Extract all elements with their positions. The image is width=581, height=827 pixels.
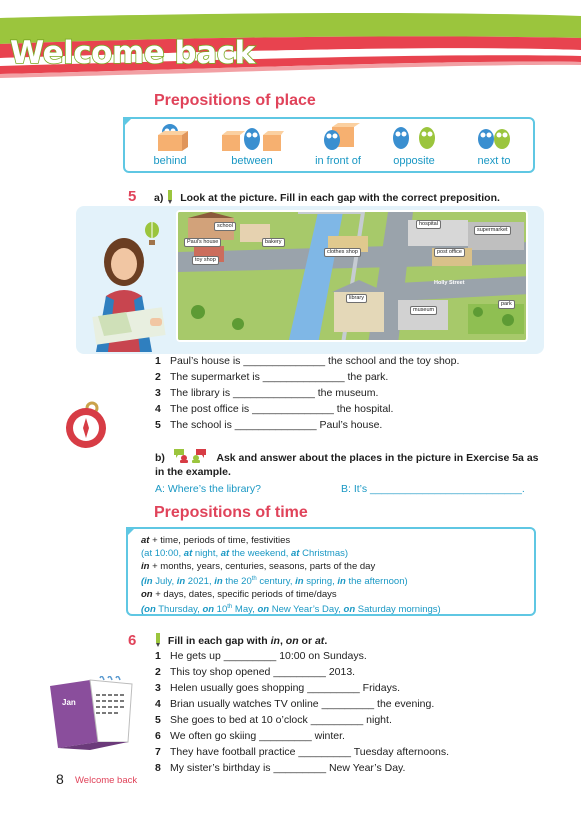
calendar-illustration <box>44 676 136 750</box>
map-label-supermarket: supermarket <box>474 226 511 235</box>
list-item: 4 The post office is ______________ the hospital. <box>155 403 394 415</box>
place-label-next-to: next to <box>477 155 511 167</box>
calendar-month: Jan <box>62 698 76 707</box>
list-item: 4 Brian usually watches TV online _________ the evening. <box>155 698 435 710</box>
part-a-text: Look at the picture. Fill in each gap with the correct preposition. <box>180 192 500 204</box>
place-item-behind <box>135 123 205 171</box>
part-b-text: Ask and answer about the places in the picture in Exercise 5a as in the example. <box>155 452 539 478</box>
dialog-b: B: It’s __________________________. <box>341 483 525 495</box>
page-number: 8 <box>56 771 64 787</box>
list-item: 5 The school is ______________ Paul’s house. <box>155 419 383 431</box>
map-label-toy-shop: toy shop <box>192 256 219 265</box>
speaking-people-icon <box>172 449 208 463</box>
place-label-in-front-of: in front of <box>315 155 361 167</box>
part-a-label: a) <box>154 192 164 204</box>
map-label-school: school <box>214 222 236 231</box>
place-item-opposite <box>379 123 449 171</box>
time-rule-on: on + days, dates, specific periods of time/days <box>141 589 337 601</box>
place-heading: Prepositions of place <box>154 92 316 109</box>
compass-icon <box>62 400 110 450</box>
place-label-behind: behind <box>153 155 187 167</box>
exercise-5a-instruction <box>154 190 500 204</box>
exercise-5-number: 5 <box>128 188 137 205</box>
list-item: 8 My sister’s birthday is _________ New Year’s Day. <box>155 762 406 774</box>
place-box <box>123 117 535 173</box>
list-item: 5 She goes to bed at 10 o’clock _________ night. <box>155 714 392 726</box>
part-b-label: b) <box>155 452 165 464</box>
list-item: 3 The library is ______________ the museum. <box>155 387 379 399</box>
exercise-5b-instruction <box>155 449 540 479</box>
place-item-in-front-of <box>299 123 377 171</box>
time-example-in: (in July, in 2021, in the 20th century, in spring, in the afternoon) <box>141 576 408 588</box>
exercise-5a-list <box>155 353 459 433</box>
list-item: 6 We often go skiing _________ winter. <box>155 730 345 742</box>
place-label-between: between <box>231 155 273 167</box>
list-item: 3 Helen usually goes shopping _________ Fridays. <box>155 682 401 694</box>
dialog-a: A: Where’s the library? <box>155 483 262 495</box>
map-label-holly-street: Holly Street <box>434 280 465 286</box>
header-banner <box>0 0 581 82</box>
time-example-at: (at 10:00, at night, at the weekend, at Christmas) <box>141 548 349 559</box>
owls-opposite-icon <box>389 123 439 151</box>
pencil-icon <box>166 190 174 204</box>
exercise-6-number: 6 <box>128 632 137 649</box>
list-item: 1 He gets up _________ 10:00 on Sundays. <box>155 650 367 662</box>
list-item: 2 This toy shop opened _________ 2013. <box>155 666 356 678</box>
owl-behind-box-icon <box>148 123 192 151</box>
place-label-opposite: opposite <box>393 155 435 167</box>
map-label-museum: museum <box>410 306 437 315</box>
owl-between-boxes-icon <box>220 123 284 151</box>
page-title: Welcome back <box>10 35 255 71</box>
exercise-6-list <box>155 648 449 776</box>
time-example-on: (on Thursday, on 10th May, on New Year’s Day, on Saturday mornings) <box>141 604 441 616</box>
exercise-6-instruction: Fill in each gap with in, on or at. <box>154 633 327 647</box>
map-label-clothes-shop: clothes shop <box>324 248 361 257</box>
list-item: 1 Paul’s house is ______________ the school and the toy shop. <box>155 355 460 367</box>
owl-in-front-of-box-icon <box>316 123 360 151</box>
time-rule-at: at + time, periods of time, festivities <box>141 535 291 546</box>
place-item-between <box>217 123 287 171</box>
list-item: 7 They have football practice _________ Tuesday afternoons. <box>155 746 450 758</box>
map-label-park: park <box>498 300 515 309</box>
town-map <box>176 210 528 342</box>
owls-next-to-icon <box>472 123 516 151</box>
time-heading: Prepositions of time <box>154 504 308 521</box>
map-label-post-office: post office <box>434 248 465 257</box>
map-label-hospital: hospital <box>416 220 441 229</box>
footer-section: Welcome back <box>75 775 138 786</box>
map-label-pauls-house: Paul's house <box>184 238 221 247</box>
list-item: 2 The supermarket is ______________ the park. <box>155 371 389 383</box>
pencil-icon <box>154 633 162 647</box>
time-rules <box>141 534 441 616</box>
map-label-bakery: bakery <box>262 238 285 247</box>
girl-with-map-illustration <box>86 236 172 352</box>
place-item-next-to <box>459 123 529 171</box>
time-rule-in: in + months, years, centuries, seasons, parts of the day <box>141 561 376 572</box>
map-label-library: library <box>346 294 367 303</box>
